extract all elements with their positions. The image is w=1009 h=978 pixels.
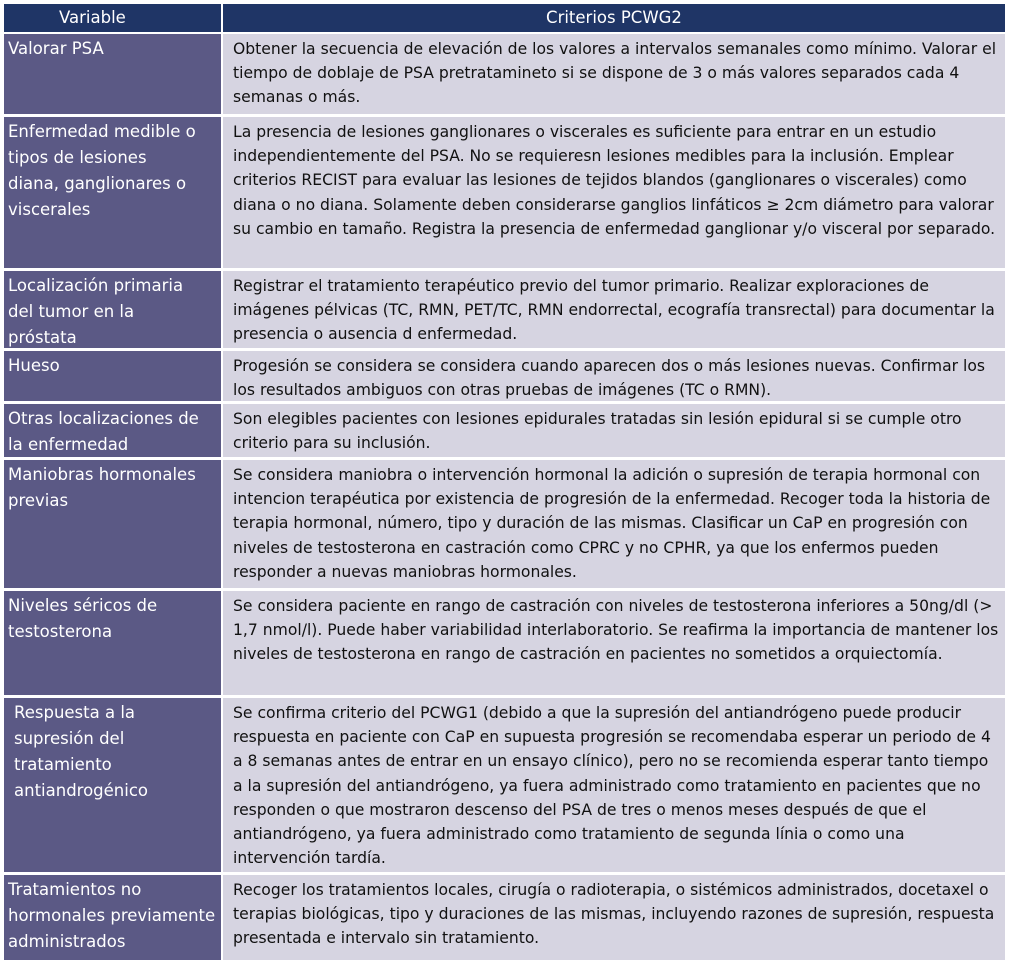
table-row bbox=[4, 34, 1005, 117]
row-criterio: Recoger los tratamientos locales, cirugía o radioterapia, o sistémicos administrados, docetaxel o terapias biológicas, tipo y duraciones de las mismas, incluyendo razones de supresión, respuesta presentada e intervalo sin tratamiento. bbox=[221, 875, 1005, 960]
criteria-table bbox=[4, 4, 1005, 960]
table-row bbox=[4, 271, 1005, 351]
row-variable: Localización primaria del tumor en la próstata bbox=[4, 271, 221, 348]
row-variable: Respuesta a la supresión del tratamiento antiandrogénico bbox=[4, 698, 221, 872]
row-criterio: Registrar el tratamiento terapéutico previo del tumor primario. Realizar exploraciones de imágenes pélvicas (TC, RMN, PET/TC, RMN endorrectal, ecografía transrectal) para documentar la presencia o ausencia d enfermedad. bbox=[221, 271, 1005, 348]
table-header bbox=[4, 4, 1005, 34]
table-row bbox=[4, 404, 1005, 460]
table-row bbox=[4, 351, 1005, 404]
row-variable: Otras localizaciones de la enfermedad bbox=[4, 404, 221, 457]
row-criterio: La presencia de lesiones ganglionares o viscerales es suficiente para entrar en un estudio independientemente del PSA. No se requieresn lesiones medibles para la inclusión. Emplear criterios RECIST para evaluar las lesiones de tejidos blandos (ganglionares o viscerales) como diana o no diana. Solamente deben considerarse ganglios linfáticos ≥ 2cm diámetro para valorar su cambio en tamaño. Registra la presencia de enfermedad ganglionar y/o visceral por separado. bbox=[221, 117, 1005, 268]
row-criterio: Obtener la secuencia de elevación de los valores a intervalos semanales como mínimo. Valorar el tiempo de doblaje de PSA pretratamineto si se dispone de 3 o más valores separados cada 4 semanas o más. bbox=[221, 34, 1005, 114]
row-variable: Hueso bbox=[4, 351, 221, 401]
table-row bbox=[4, 460, 1005, 591]
row-criterio: Son elegibles pacientes con lesiones epidurales tratadas sin lesión epidural si se cumple otro criterio para su inclusión. bbox=[221, 404, 1005, 457]
row-criterio: Progesión se considera se considera cuando aparecen dos o más lesiones nuevas. Confirmar los los resultados ambiguos con otras pruebas de imágenes (TC o RMN). bbox=[221, 351, 1005, 401]
row-variable: Maniobras hormonales previas bbox=[4, 460, 221, 588]
row-variable: Tratamientos no hormonales previamente administrados bbox=[4, 875, 221, 960]
header-criterios: Criterios PCWG2 bbox=[221, 4, 1005, 32]
table-row bbox=[4, 698, 1005, 875]
row-variable: Valorar PSA bbox=[4, 34, 221, 114]
row-criterio: Se confirma criterio del PCWG1 (debido a que la supresión del antiandrógeno puede producir respuesta en paciente con CaP en supuesta progresión se recomendaba esperar un periodo de 4 a 8 semanas antes de entrar en un ensayo clínico), pero no se recomienda esperar tanto tiempo a la supresión del antiandrógeno, ya fuera administrado como tratamiento en pacientes que no responden o que mostraron descenso del PSA de tres o menos meses después de que el antiandrógeno, ya fuera administrado como tratamiento de segunda línia o como una intervención tardía. bbox=[221, 698, 1005, 872]
row-criterio: Se considera paciente en rango de castración con niveles de testosterona inferiores a 50ng/dl (> 1,7 nmol/l). Puede haber variabilidad interlaboratorio. Se reafirma la importancia de mantener los niveles de testosterona en rango de castración en pacientes no sometidos a orquiectomía. bbox=[221, 591, 1005, 695]
header-variable: Variable bbox=[59, 8, 126, 27]
table-row bbox=[4, 875, 1005, 960]
table-row bbox=[4, 591, 1005, 698]
row-criterio: Se considera maniobra o intervención hormonal la adición o supresión de terapia hormonal con intencion terapéutica por existencia de progresión de la enfermedad. Recoger toda la historia de terapia hormonal, número, tipo y duración de las mismas. Clasificar un CaP en progresión con niveles de testosterona en castración como CPRC y no CPHR, ya que los enfermos pueden responder a nuevas maniobras hormonales. bbox=[221, 460, 1005, 588]
row-variable: Niveles séricos de testosterona bbox=[4, 591, 221, 695]
row-variable: Enfermedad medible o tipos de lesiones diana, ganglionares o viscerales bbox=[4, 117, 221, 268]
table-row bbox=[4, 117, 1005, 271]
